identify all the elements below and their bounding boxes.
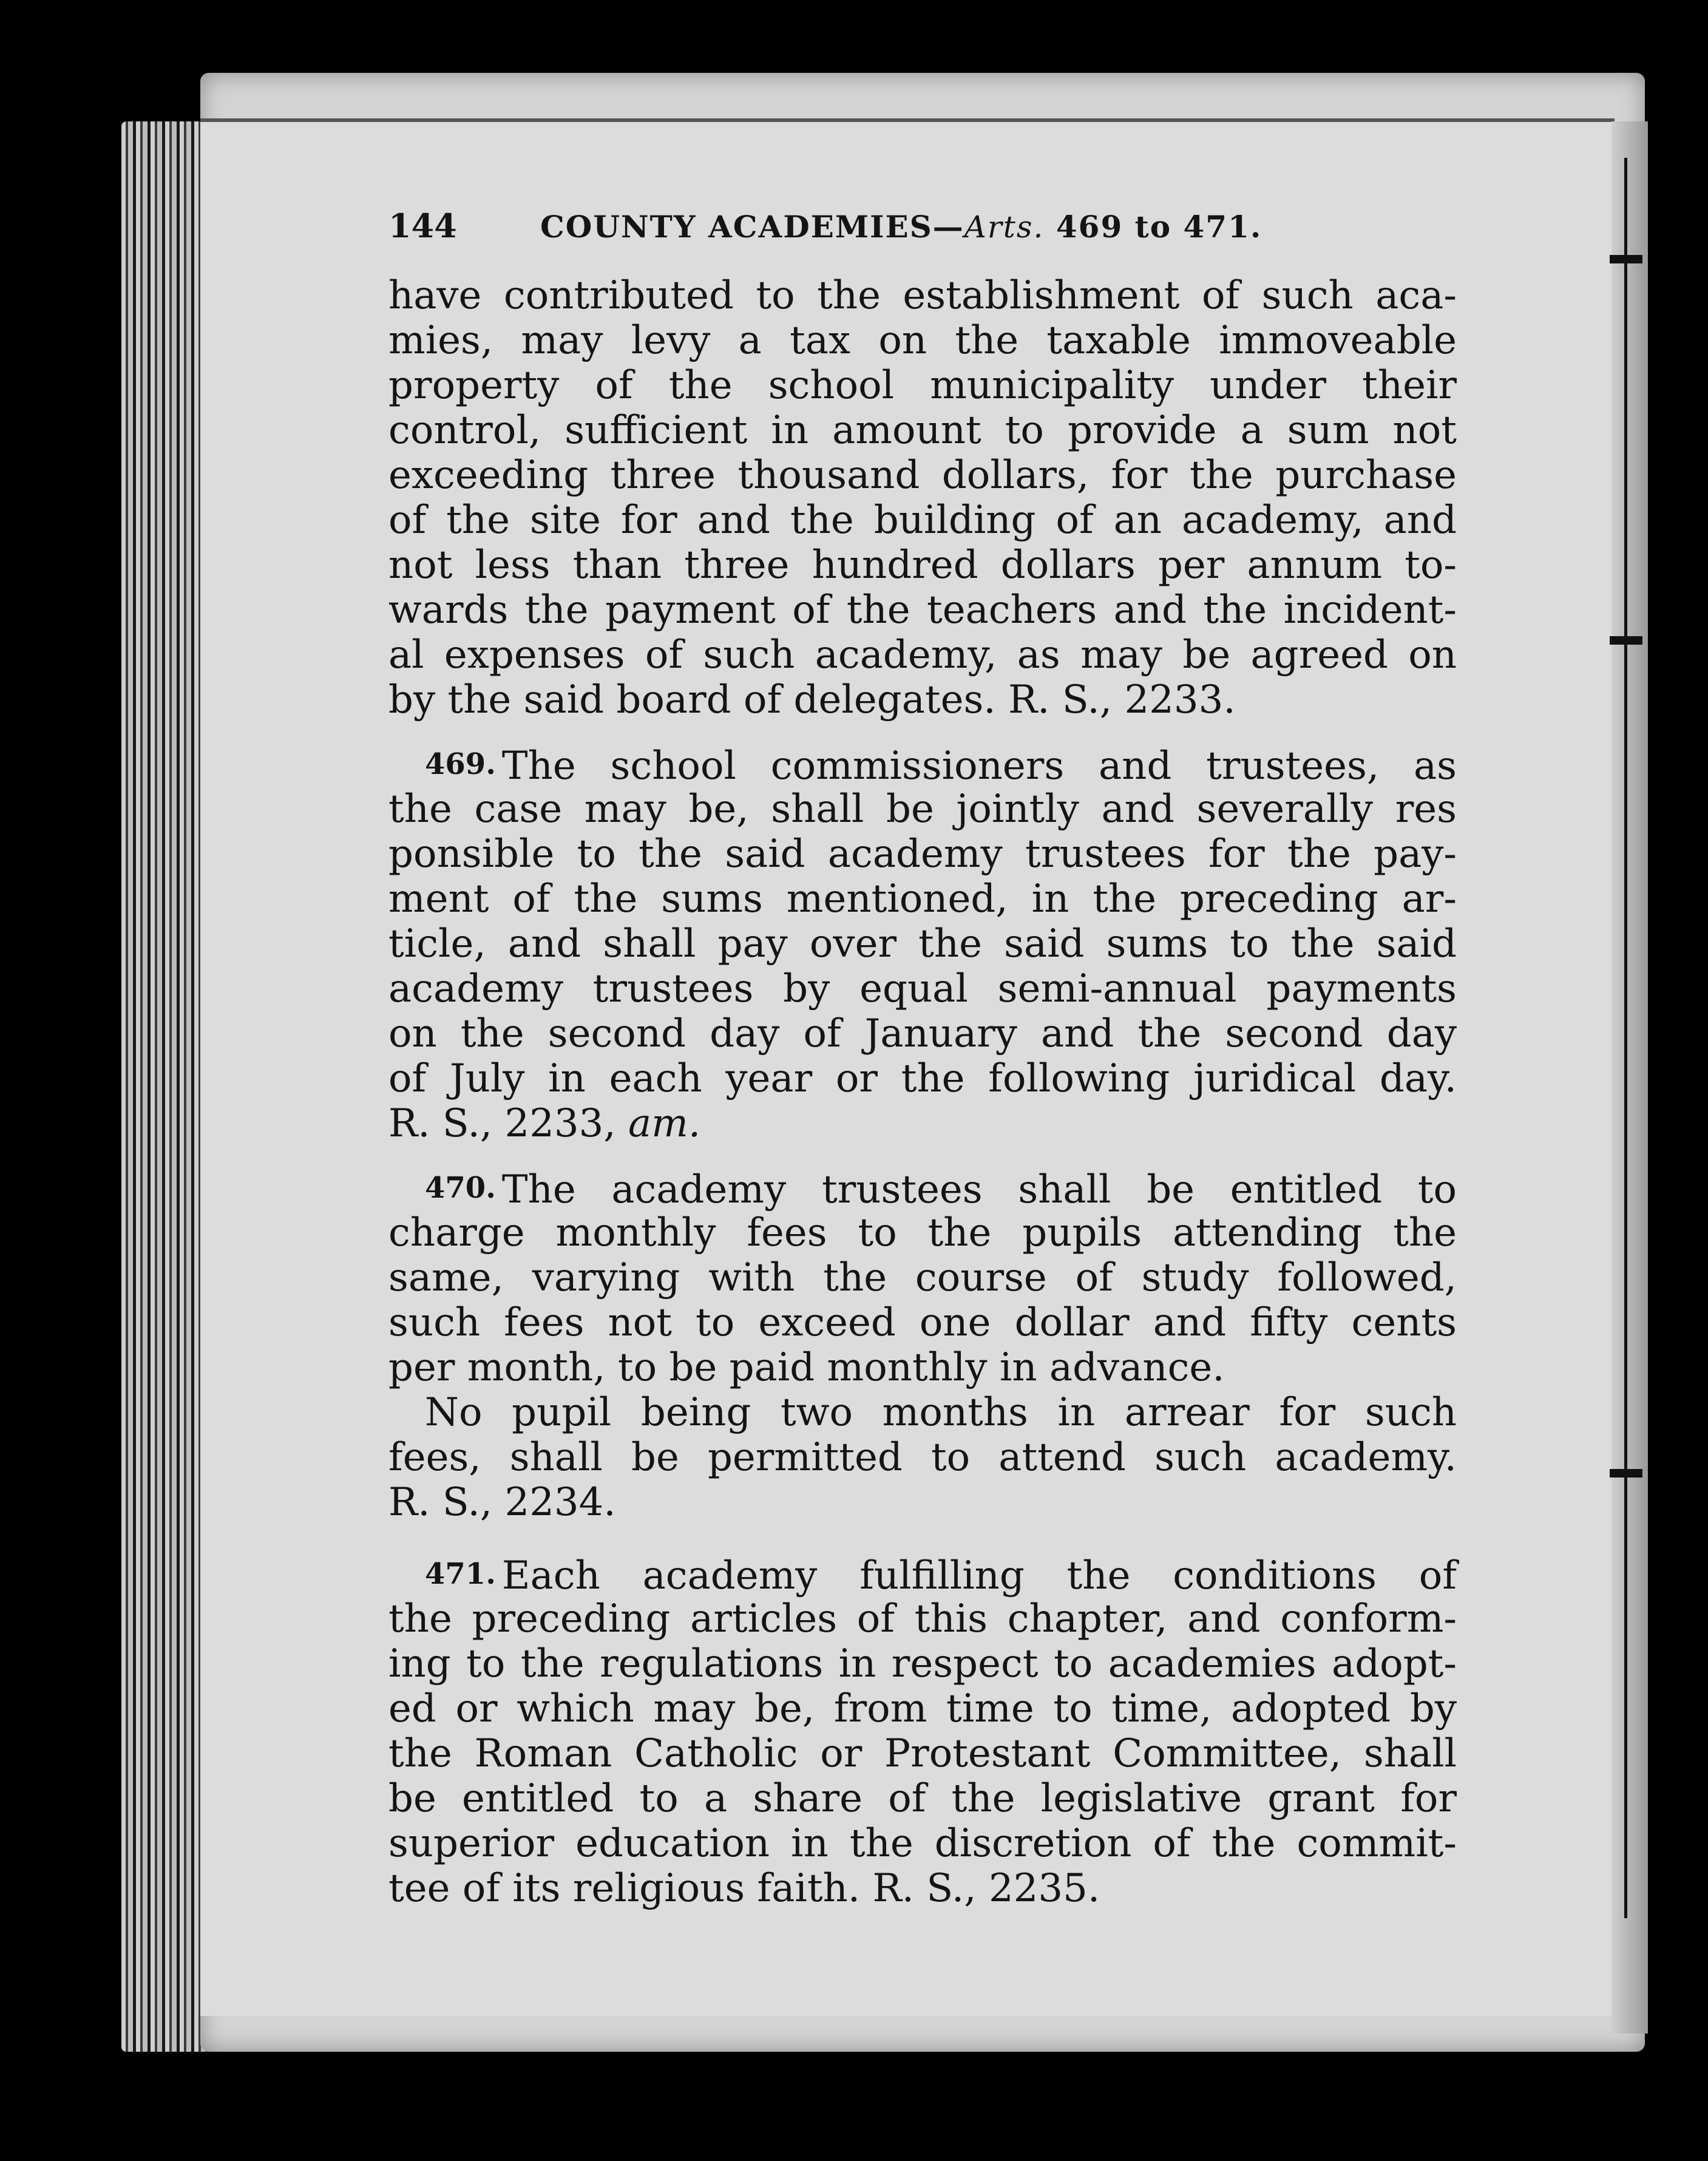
running-head-arts-range: 469 to 471. [1056,209,1262,245]
text-line: ticle, and shall pay over the said sums to the said [388,921,1457,966]
text-line: charge monthly fees to the pupils attending the [388,1210,1457,1255]
citation-line [388,1101,1457,1146]
text-line: superior education in the discretion of the commit- [388,1821,1457,1866]
article-470-first-line [388,1165,1457,1210]
text-line: No pupil being two months in arrear for such [425,1390,1457,1435]
text-line: have contributed to the establishment of such aca- [388,273,1457,318]
text-line: such fees not to exceed one dollar and fifty cents [388,1300,1457,1345]
text-line: the preceding articles of this chapter, and conform- [388,1596,1457,1641]
text-line: ponsible to the said academy trustees for the pay- [388,832,1457,877]
text-line: by the said board of delegates. R. S., 2233. [388,677,1236,722]
article-number: 470. [425,1171,496,1205]
text-line: Each academy fulfilling the conditions of [501,1553,1457,1598]
text-line: The academy trustees shall be entitled to [501,1167,1457,1212]
running-header [388,206,1457,273]
running-head-arts-label: Arts. [964,209,1045,245]
binding-mark [1610,636,1642,645]
text-line: of the site for and the building of an academy, and [388,498,1457,543]
facing-page-edge [1611,121,1648,2034]
text-line: property of the school municipality under their [388,363,1457,408]
text-line: the case may be, shall be jointly and severally res [388,787,1457,832]
text-line: exceeding three thousand dollars, for the purchase [388,453,1457,498]
text-line: ing to the regulations in respect to academies adopt- [388,1641,1457,1686]
text-line: wards the payment of the teachers and the incident- [388,588,1457,633]
article-469-first-line [388,742,1457,787]
binding-mark [1610,255,1642,263]
running-head [540,209,1262,245]
text-line: on the second day of January and the second day [388,1011,1457,1056]
binding-mark [1610,1469,1642,1477]
text-line: al expenses of such academy, as may be agreed on [388,633,1457,677]
article-469 [388,742,1457,1146]
article-471-first-line [388,1552,1457,1596]
page-number: 144 [388,206,457,245]
text-line: ed or which may be, from time to time, adopted by [388,1686,1457,1731]
text-line: ment of the sums mentioned, in the preceding ar- [388,877,1457,921]
continuation-paragraph [388,273,1457,722]
text-line: per month, to be paid monthly in advance. [388,1345,1225,1390]
article-470 [388,1165,1457,1525]
text-line: tee of its religious faith. R. S., 2235. [388,1866,1100,1911]
binding-line [1624,158,1627,1918]
article-number: 469. [425,747,496,781]
text-line: academy trustees by equal semi-annual payments [388,966,1457,1011]
text-line: fees, shall be permitted to attend such academy. [388,1435,1457,1480]
running-head-title: COUNTY ACADEMIES— [540,209,964,245]
article-471 [388,1552,1457,1911]
text-line: mies, may levy a tax on the taxable immoveable [388,318,1457,363]
text-line: not less than three hundred dollars per annum to- [388,543,1457,588]
text-line: of July in each year or the following juridical day. [388,1056,1457,1101]
text-line: the Roman Catholic or Protestant Committee, shall [388,1731,1457,1776]
article-number: 471. [425,1557,496,1591]
text-line: control, sufficient in amount to provide a sum not [388,408,1457,453]
page-text [388,206,1457,1911]
citation: R. S., 2233, [388,1101,616,1146]
text-line: The school commissioners and trustees, as [501,744,1457,789]
text-line: same, varying with the course of study followed, [388,1255,1457,1300]
amended-mark: am. [628,1101,701,1146]
citation-line: R. S., 2234. [388,1480,616,1525]
text-line: be entitled to a share of the legislative grant for [388,1776,1457,1821]
